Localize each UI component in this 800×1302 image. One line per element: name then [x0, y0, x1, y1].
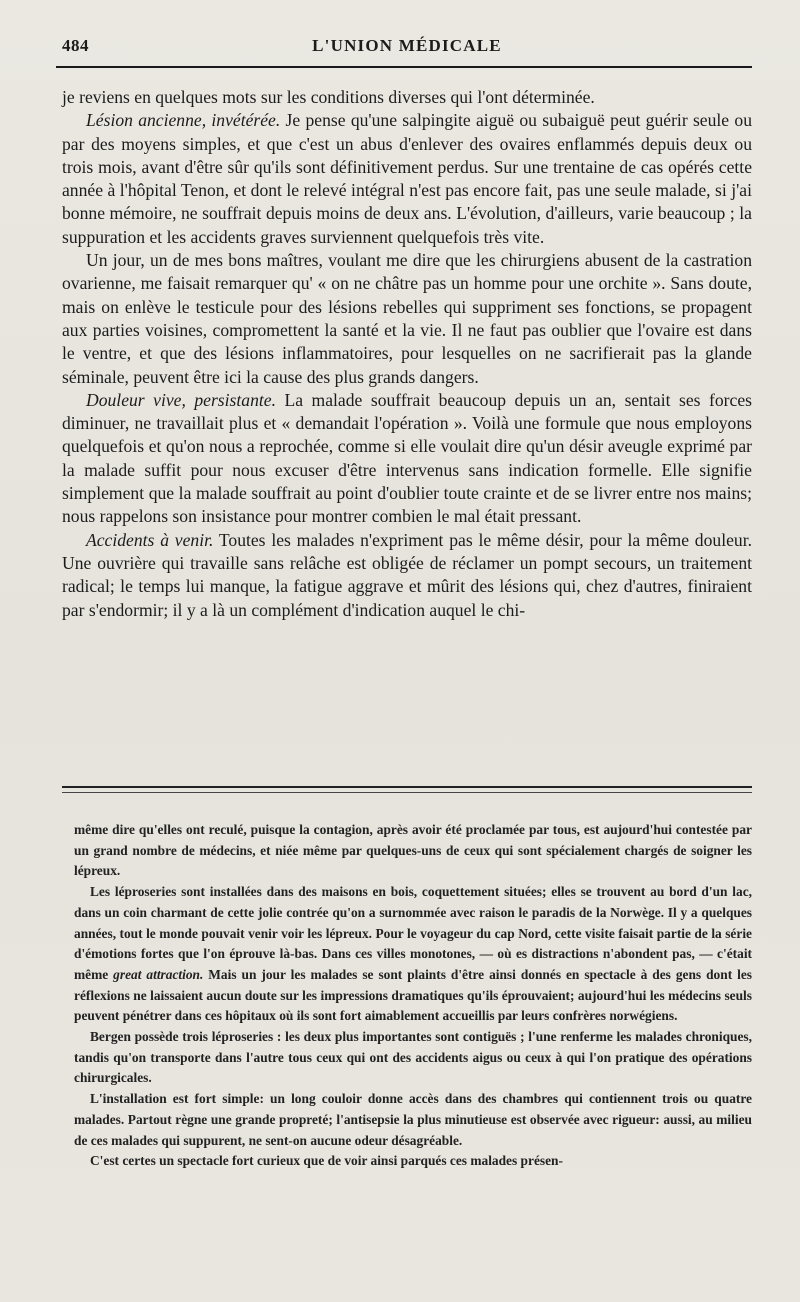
paragraph-2-label: Lésion ancienne, invétérée.: [86, 110, 281, 131]
paragraph-5-text: Toutes les malades n'expriment pas le même désir, pour la même douleur. Une ouvrière qui travaille sans relâche est obligée de réclamer un pompt secours, un traitement radical; le temps lui manque, la fatigue aggrave et mûrit des lésions qui, chez d'autres, finiraient par s'endormir; il y a là un complément d'indication auquel le chi-: [62, 529, 752, 620]
paragraph-3: [62, 249, 752, 389]
footnote-paragraph-4: [74, 1089, 752, 1151]
paragraph-4-label: Douleur vive, persistante.: [86, 389, 276, 410]
header-rule: [56, 66, 752, 68]
paragraph-1-text: je reviens en quelques mots sur les conditions diverses qui l'ont déterminée.: [62, 87, 595, 107]
footnote-2-emphasis: great attraction.: [113, 966, 204, 982]
footnote-2-text-a: Les léproseries sont installées dans des maisons en bois, coquettement situées; elles se trouvent au bord d'un lac, dans un coin charmant de cette jolie contrée qu'on a surnommée avec raison le paradis de la Norwège. Il y a quelques années, tout le monde pouvait venir voir les lépreux. Pour le voyageur du cap Nord, cette visite faisait partie de la série d'émotions fortes que l'on éprouve là-bas. Dans ces villes monotones, — où es distractions n'abondent pas, — c'était même: [74, 884, 752, 982]
footnote-2-text-b: Mais un jour les malades se sont plaints d'être ainsi donnés en spectacle à des gens dont les réflexions ne laissaient aucun doute sur les impressions dramatiques qu'ils éprouvaient; aujourd'hui les médecins seuls peuvent pénétrer dans ces hôpitaux où ils sont fort aimablement accueillis par leurs confrères norwégiens.: [74, 966, 752, 1024]
footnote-5-text: C'est certes un spectacle fort curieux que de voir ainsi parqués ces malades présen-: [90, 1153, 563, 1169]
page-number: 484: [62, 36, 89, 55]
footnotes: [74, 820, 752, 1172]
page-header: [62, 36, 752, 62]
running-head: L'UNION MÉDICALE: [312, 36, 502, 55]
paragraph-2-text: Je pense qu'une salpingite aiguë ou subaiguë peut guérir seule ou par des moyens simples, et que c'est un abus d'enlever des ovaires enflammés depuis deux ou trois mois, avant d'être sûr qu'ils sont définitivement perdus. Sur une trentaine de cas opérés cette année à l'hôpital Tenon, et dont le relevé intégral n'est pas encore fait, pas une seule malade, si j'ai bonne mémoire, ne souffrait depuis moins de deux ans. L'évolution, d'ailleurs, varie beaucoup ; la suppuration et les accidents graves surviennent quelquefois très vite.: [62, 110, 752, 247]
footnote-paragraph-2: [74, 882, 752, 1027]
main-text: [62, 86, 752, 622]
paragraph-4-text: La malade souffrait beaucoup depuis un an, sentait ses forces diminuer, ne travaillait plus et « demandait l'opération ». Voilà une formule que nous employons quelquefois et qu'on nous a reprochée, comme si elle voulait dire qu'un désir aveugle exprimé par la malade suffit pour nous excuser d'être intervenus sans indication formelle. Elle signifie simplement que la malade souffrait au point d'oublier toute crainte et de se livrer entre nos mains; nous rappelons son insistance pour montrer combien le mal était pressant.: [62, 389, 752, 527]
paragraph-1: [62, 86, 752, 109]
footnote-rule-secondary: [62, 792, 752, 793]
paragraph-4: [62, 389, 752, 529]
paragraph-2: [62, 109, 752, 249]
footnote-4-text: L'installation est fort simple: un long couloir donne accès dans des chambres qui contiennent trois ou quatre malades. Partout règne une grande propreté; l'antisepsie la plus minutieuse est observée avec rigueur: aussi, au milieu de ces malades qui suppurent, ne sent-on aucune odeur désagréable.: [74, 1091, 752, 1148]
footnote-1-text: même dire qu'elles ont reculé, puisque la contagion, après avoir été proclamée par tous, est aujourd'hui contestée par un grand nombre de médecins, et niée même par quelques-uns de ceux qui sont spécialement chargés de soigner les lépreux.: [74, 822, 752, 879]
footnote-paragraph-3: [74, 1027, 752, 1089]
footnote-rule: [62, 786, 752, 788]
footnote-3-text: Bergen possède trois léproseries : les deux plus importantes sont contiguës ; l'une renferme les malades chroniques, tandis qu'on transporte dans l'autre tous ceux qui ont des accidents aigus ou ceux à qui l'on pratique des opérations chirurgicales.: [74, 1029, 752, 1086]
paragraph-5: [62, 529, 752, 622]
footnote-paragraph-5: [74, 1151, 752, 1172]
paragraph-3-text: Un jour, un de mes bons maîtres, voulant me dire que les chirurgiens abusent de la castration ovarienne, me faisait remarquer qu' « on ne châtre pas un homme pour une orchite ». Sans doute, mais on enlève le testicule pour des lésions rebelles qui suppriment ses fonctions, se propagent aux parties voisines, compromettent la santé et la vie. Il ne faut pas oublier que l'ovaire est dans le ventre, et que des lésions inflammatoires, pour lesquelles on ne sacrifierait pas la glande séminale, peuvent être ici la cause des plus grands dangers.: [62, 250, 752, 387]
paragraph-5-label: Accidents à venir.: [86, 529, 214, 550]
footnote-paragraph-1: [74, 820, 752, 882]
